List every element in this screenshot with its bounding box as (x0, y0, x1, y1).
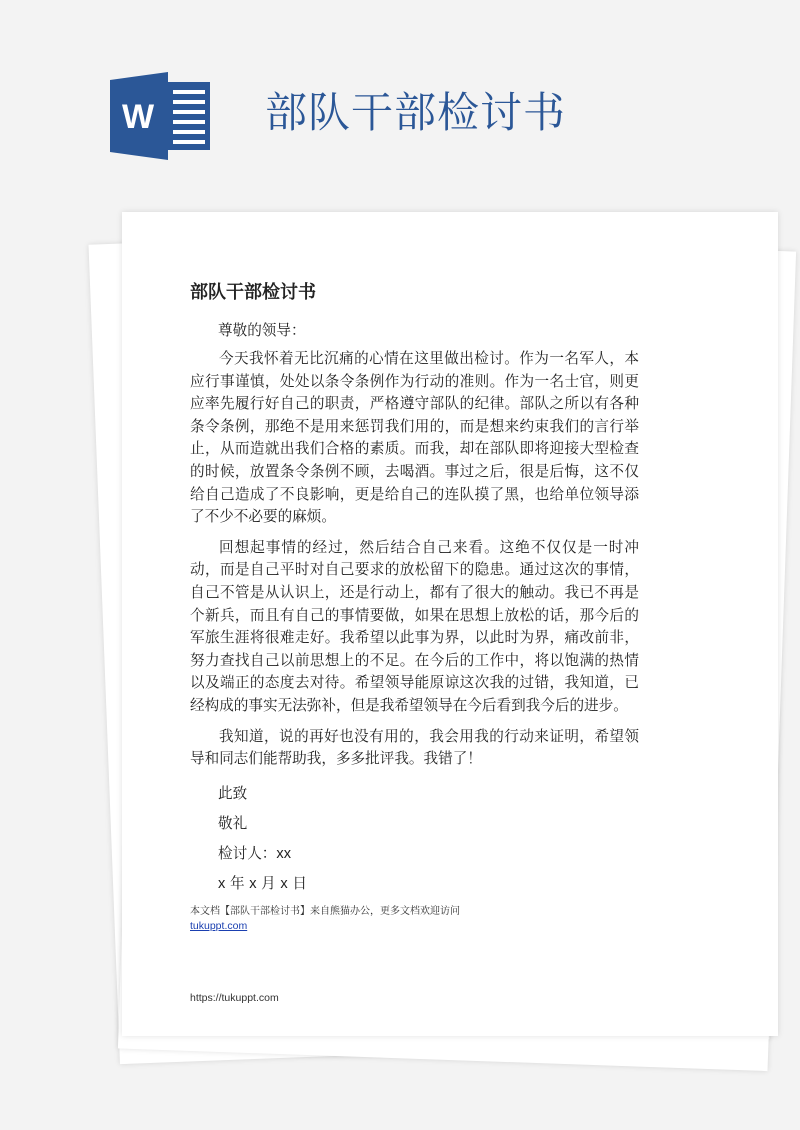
date-month-label: 月 (261, 874, 276, 892)
document-title: 部队干部检讨书 (190, 282, 316, 303)
paragraph: 回想起事情的经过，然后结合自己来看。这绝不仅仅是一时冲动，而是自己平时对自己要求的放松留下的隐患。通过这次的事情，自己不管是从认识上，还是行动上，都有了很大的触动。我已不再是个新兵，而且有自己的事情要做，如果在思想上放松的话，那今后的军旅生涯将很难走好。我希望以此事为界，以此时为界，痛改前非，努力查找自己以前思想上的不足。在今后的工作中，将以饱满的热情以及端正的态度去对待。希望领导能原谅这次我的过错，我知道，已经构成的事实无法弥补，但是我希望领导在今后看到我今后的进步。 (190, 538, 639, 714)
date (218, 873, 639, 895)
signer-name: xx (276, 845, 291, 862)
signer-label: 检讨人： (218, 844, 277, 862)
salute: 敬礼 (218, 814, 248, 832)
date-day-label: 日 (292, 874, 307, 892)
date-year-value: x (218, 875, 226, 892)
date-day-value: x (280, 875, 288, 892)
greeting: 尊敬的领导： (218, 322, 306, 339)
signer (218, 843, 639, 865)
word-logo-icon (110, 72, 215, 160)
date-month-value: x (249, 875, 257, 892)
source-note: 本文档【部队干部检讨书】来自熊猫办公，更多文档欢迎访问 (190, 905, 460, 917)
source-link[interactable]: tukuppt.com (190, 919, 248, 932)
document-body (190, 280, 639, 1005)
closing: 此致 (218, 784, 248, 802)
date-year-label: 年 (229, 874, 245, 892)
paragraph: 今天我怀着无比沉痛的心情在这里做出检讨。作为一名军人，本应行事谨慎，处处以条令条例作为行动的准则。作为一名士官，则更应率先履行好自己的职责，严格遵守部队的纪律。部队之所以有各种条令条例，那绝不是用来惩罚我们用的，而是想来约束我们的言行举止，从而造就出我们合格的素质。而我，却在部队即将迎接大型检查的时候，放置条令条例不顾，去喝酒。事过之后，很是后悔，这不仅给自己造成了不良影响，更是给自己的连队摸了黑，也给单位领导添了不少不必要的麻烦。 (190, 350, 639, 526)
header-title: 部队干部检讨书 (265, 88, 567, 137)
svg-text:W: W (121, 98, 155, 136)
paragraph: 我知道，说的再好也没有用的，我会用我的行动来证明，希望领导和同志们能帮助我，多多批评我。我错了！ (190, 727, 639, 768)
footer-url: https://tukuppt.com (190, 992, 279, 1004)
